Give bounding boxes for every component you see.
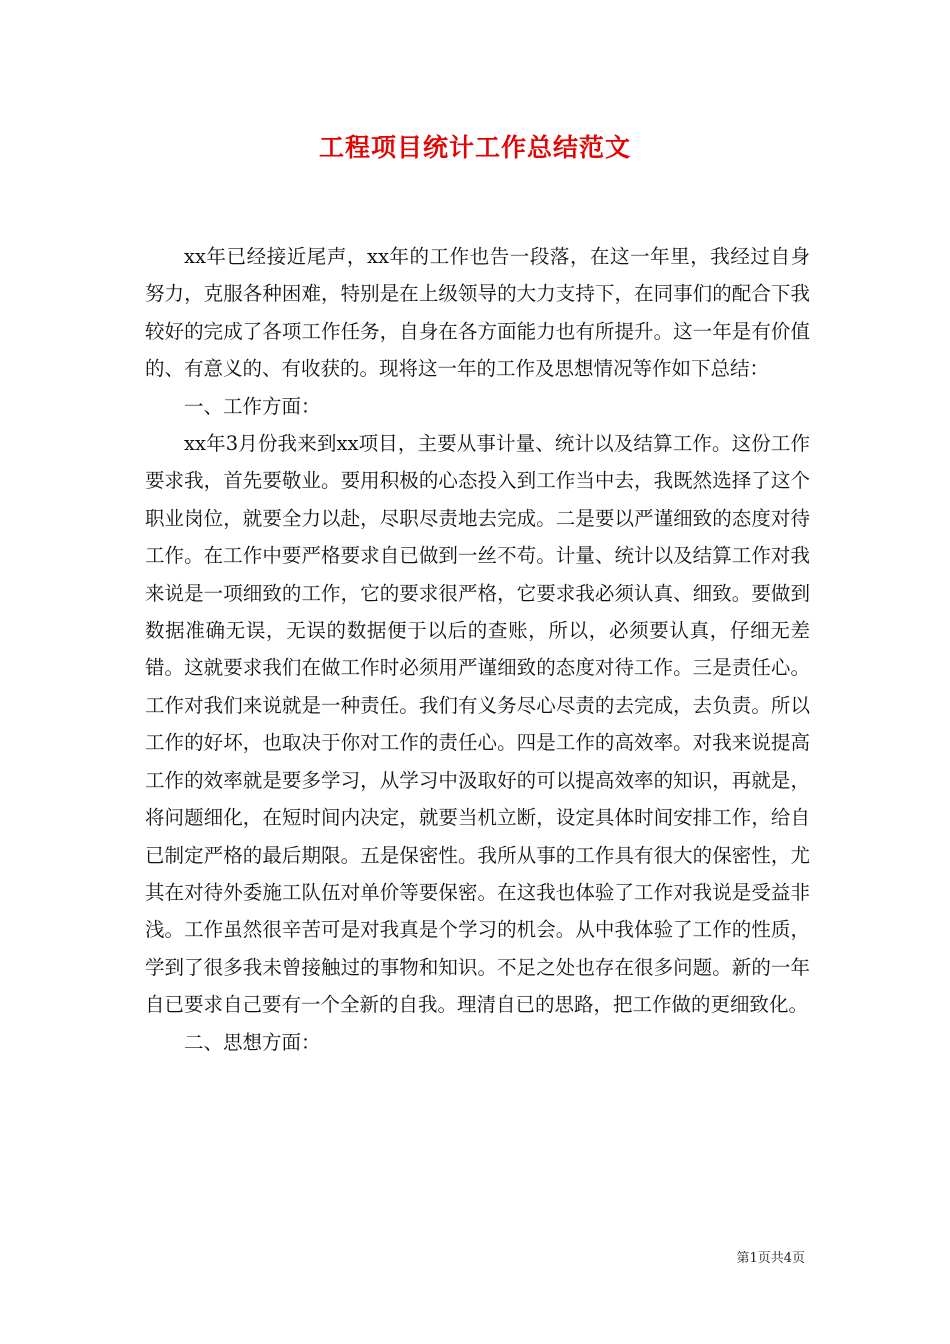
paragraph-work: xx年3月份我来到xx项目，主要从事计量、统计以及结算工作。这份工作要求我，首先要敬业。要用积极的心态投入到工作当中去，我既然选择了这个职业岗位，就要全力以赴，尽职尽责地去完成。二是要以严谨细致的态度对待工作。在工作中要严格要求自已做到一丝不苟。计量、统计以及结算工作对我来说是一项细致的工作，它的要求很严格，它要求我必须认真、细致。要做到数据准确无误，无误的数据便于以后的查账，所以，必须要认真，仔细无差错。这就要求我们在做工作时必须用严谨细致的态度对待工作。三是责任心。工作对我们来说就是一种责任。我们有义务尽心尽责的去完成，去负责。所以工作的好坏，也取决于你对工作的责任心。四是工作的高效率。对我来说提高工作的效率就是要多学习，从学习中汲取好的可以提高效率的知识，再就是，将问题细化，在短时间内决定，就要当机立断，设定具体时间安排工作，给自已制定严格的最后期限。五是保密性。我所从事的工作具有很大的保密性，尤其在对待外委施工队伍对单价等要保密。在这我也体验了工作对我说是受益非浅。工作虽然很辛苦可是对我真是个学习的机会。从中我体验了工作的性质，学到了很多我未曾接触过的事物和知识。不足之处也存在很多问题。新的一年自已要求自己要有一个全新的自我。理清自已的思路，把工作做的更细致化。: [145, 432, 810, 1017]
page-number-footer: 第1页共4页: [736, 1251, 805, 1266]
paragraph-intro: xx年已经接近尾声，xx年的工作也告一段落，在这一年里，我经过自身努力，克服各种困难，特别是在上级领导的大力支持下，在同事们的配合下我较好的完成了各项工作任务，自身在各方面能力也有所提升。这一年是有价值的、有意义的、有收获的。现将这一年的工作及思想情况等作如下总结：: [145, 245, 810, 381]
document-body: [145, 238, 810, 1061]
section-heading-thought: 二、思想方面：: [184, 1030, 321, 1054]
section-heading-work: 一、工作方面：: [184, 394, 321, 418]
document-title: 工程项目统计工作总结范文: [318, 133, 631, 162]
